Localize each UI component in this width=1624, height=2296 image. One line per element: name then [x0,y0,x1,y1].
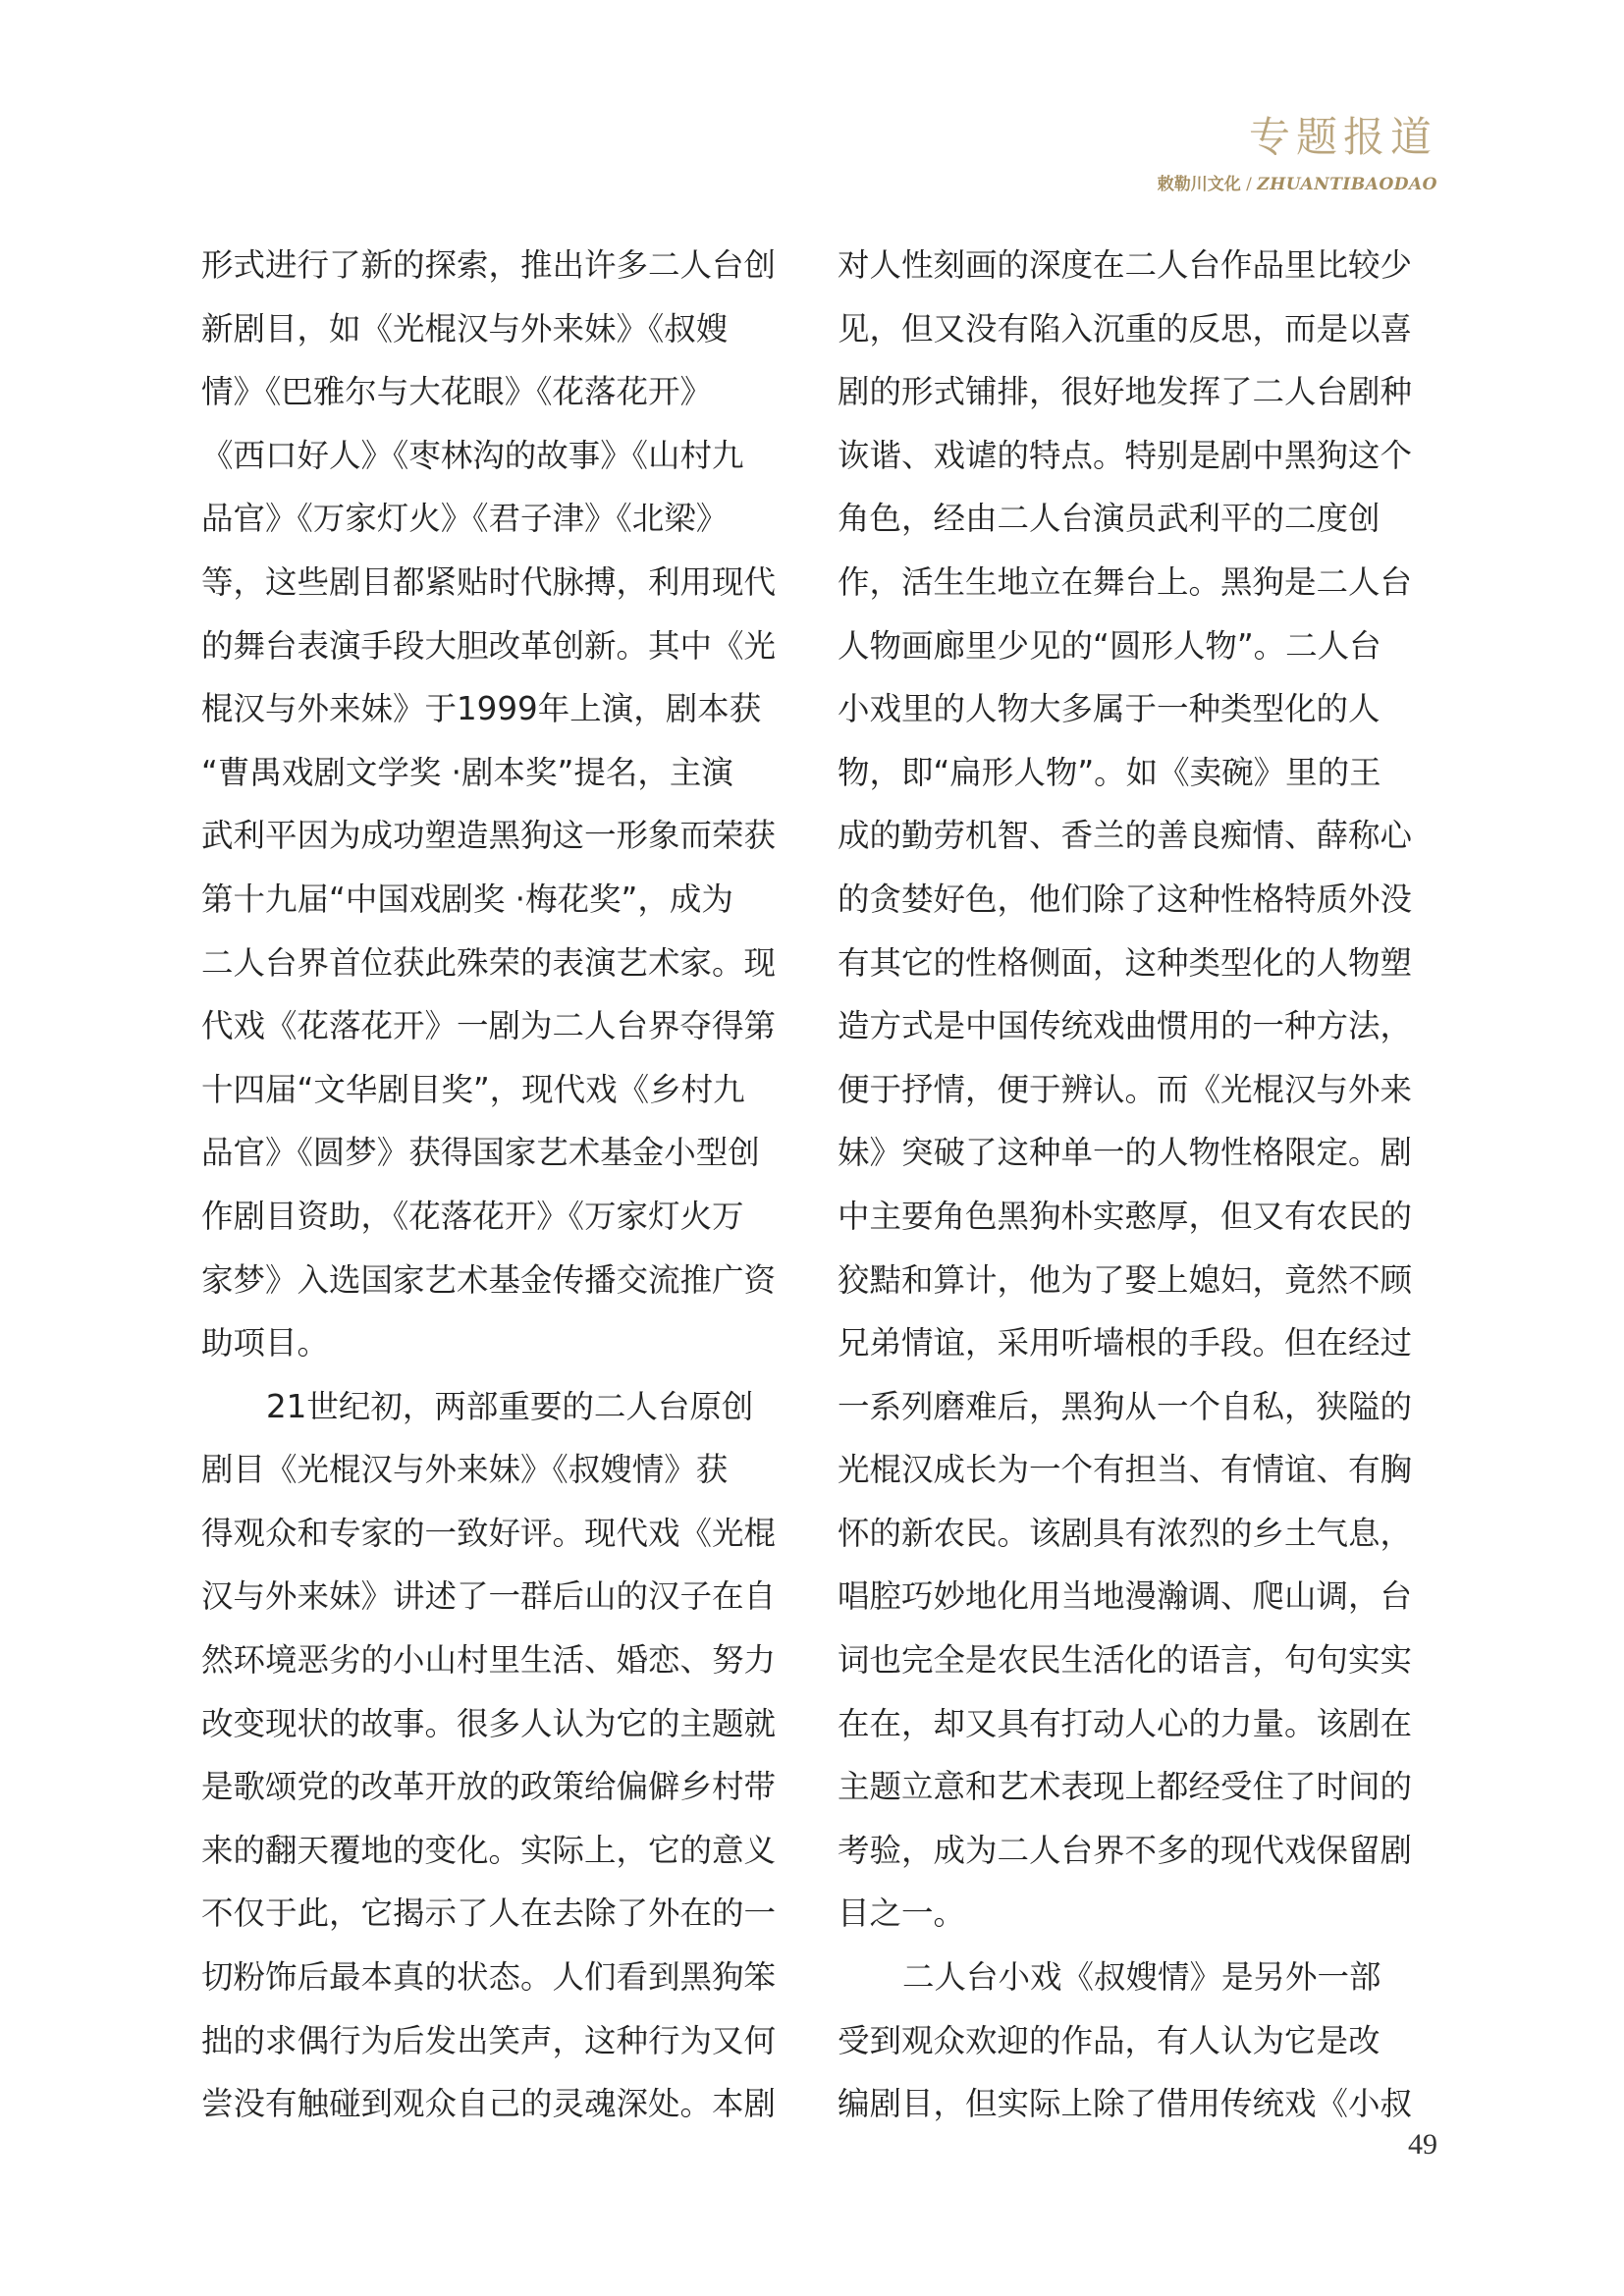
text-line: 狡黠和算计，他为了娶上媳妇，竟然不顾 [838,1260,1413,1299]
text-line: 在在，却又具有打动人心的力量。该剧在 [838,1704,1413,1742]
text-line: 第十九届“中国戏剧奖 ·梅花奖”，成为 [201,880,733,918]
text-line: 受到观众欢迎的作品，有人认为它是改 [838,2021,1380,2059]
text-line: 有其它的性格侧面，这种类型化的人物塑 [838,943,1413,982]
text-line: 光棍汉成长为一个有担当、有情谊、有胸 [838,1451,1413,1489]
text-line: 家梦》入选国家艺术基金传播交流推广资 [201,1260,777,1299]
text-line: 小戏里的人物大多属于一种类型化的人 [838,690,1380,728]
section-subtitle [1158,173,1437,196]
text-line: 《西口好人》《枣林沟的故事》《山村九 [201,436,744,474]
text-line: 形式进行了新的探索，推出许多二人台创 [201,246,777,284]
text-line: 尝没有触碰到观众自己的灵魂深处。本剧 [201,2085,777,2123]
text-line: 一系列磨难后，黑狗从一个自私，狭隘的 [838,1387,1413,1425]
text-line: 棍汉与外来妹》于1999年上演，剧本获 [201,690,762,728]
text-line: 作，活生生地立在舞台上。黑狗是二人台 [838,562,1413,601]
text-line: 的舞台表演手段大胆改革创新。其中《光 [201,626,777,665]
paragraph-start-line: 二人台小戏《叔嫂情》是另外一部 [902,1958,1381,1997]
page-number: 49 [1408,2128,1437,2161]
text-line: 目之一。 [838,1895,966,1933]
text-line: 汉与外来妹》讲述了一群后山的汉子在自 [201,1577,777,1616]
text-line: 来的翻天覆地的变化。实际上，它的意义 [201,1831,777,1869]
text-line: 是歌颂党的改革开放的政策给偏僻乡村带 [201,1768,777,1806]
text-line: 品官》《万家灯火》《君子津》《北梁》 [201,500,729,538]
text-line: 二人台界首位获此殊荣的表演艺术家。现 [201,943,777,982]
text-line: 诙谐、戏谑的特点。特别是剧中黑狗这个 [838,436,1413,474]
text-line: 剧的形式铺排，很好地发挥了二人台剧种 [838,373,1413,411]
text-line: 怀的新农民。该剧具有浓烈的乡土气息， [838,1514,1413,1552]
text-line: 拙的求偶行为后发出笑声，这种行为又何 [201,2021,777,2059]
text-line: 物，即“扁形人物”。如《卖碗》里的王 [838,753,1381,791]
text-line: 十四届“文华剧目奖”，现代戏《乡村九 [201,1070,745,1108]
text-line: 妹》突破了这种单一的人物性格限定。剧 [838,1134,1413,1172]
text-line: 见，但又没有陷入沉重的反思，而是以喜 [838,309,1413,347]
subtitle-separator: / [1240,175,1258,194]
text-line: 编剧目，但实际上除了借用传统戏《小叔 [838,2085,1413,2123]
text-line: 作剧目资助，《花落花开》《万家灯火万 [201,1197,744,1235]
text-line: 对人性刻画的深度在二人台作品里比较少 [838,246,1413,284]
text-line: 的贪婪好色，他们除了这种性格特质外没 [838,880,1413,918]
text-line: 唱腔巧妙地化用当地漫瀚调、爬山调，台 [838,1577,1413,1616]
text-line: 兄弟情谊，采用听墙根的手段。但在经过 [838,1324,1413,1362]
text-line: 得观众和专家的一致好评。现代戏《光棍 [201,1514,777,1552]
text-line: 成的勤劳机智、香兰的善良痴情、薛称心 [838,817,1413,855]
text-line: 助项目。 [201,1324,330,1362]
subtitle-cn: 敕勒川文化 [1157,175,1241,194]
right-column [838,234,1429,2136]
text-line: 情》《巴雅尔与大花眼》《花落花开》 [201,373,713,411]
text-line: 新剧目，如《光棍汉与外来妹》《叔嫂 [201,309,729,347]
text-line: 词也完全是农民生活化的语言，句句实实 [838,1641,1413,1680]
text-line: 不仅于此，它揭示了人在去除了外在的一 [201,1895,777,1933]
paragraph-start-line: 21世纪初，两部重要的二人台原创 [266,1387,754,1425]
text-line: 角色，经由二人台演员武利平的二度创 [838,500,1380,538]
text-line: 等，这些剧目都紧贴时代脉搏，利用现代 [201,562,777,601]
text-line: 改变现状的故事。很多人认为它的主题就 [201,1704,777,1742]
text-line: 中主要角色黑狗朴实憨厚，但又有农民的 [838,1197,1413,1235]
text-line: 造方式是中国传统戏曲惯用的一种方法， [838,1007,1413,1045]
section-title: 专题报道 [1248,113,1437,161]
text-line: 武利平因为成功塑造黑狗这一形象而荣获 [201,817,777,855]
text-line: 代戏《花落花开》一剧为二人台界夺得第 [201,1007,777,1045]
text-line: 考验，成为二人台界不多的现代戏保留剧 [838,1831,1413,1869]
text-line: 主题立意和艺术表现上都经受住了时间的 [838,1768,1413,1806]
text-line: 品官》《圆梦》获得国家艺术基金小型创 [201,1134,760,1172]
text-line: 切粉饰后最本真的状态。人们看到黑狗笨 [201,1958,777,1997]
text-line: 剧目《光棍汉与外来妹》《叔嫂情》获 [201,1451,729,1489]
text-line: 人物画廊里少见的“圆形人物”。二人台 [838,626,1381,665]
text-line: 便于抒情，便于辨认。而《光棍汉与外来 [838,1070,1413,1108]
subtitle-en: ZHUANTIBAODAO [1257,175,1437,194]
text-line: 然环境恶劣的小山村里生活、婚恋、努力 [201,1641,777,1680]
left-column [201,234,792,2136]
running-header [1158,110,1437,196]
text-line: “曹禺戏剧文学奖 ·剧本奖”提名，主演 [201,753,733,791]
